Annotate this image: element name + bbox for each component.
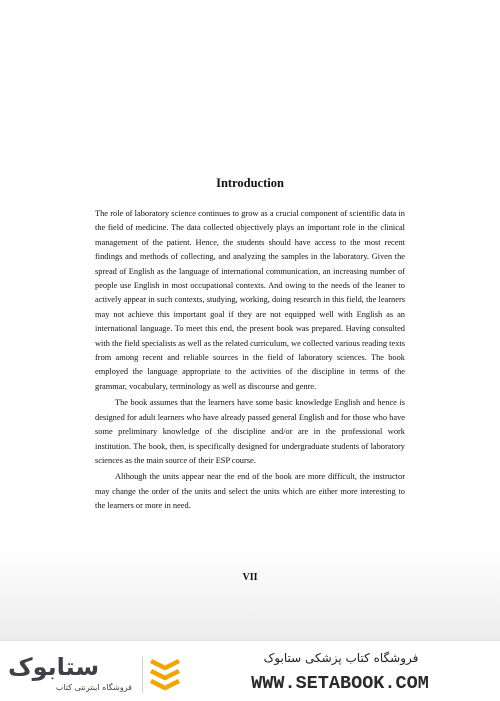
paragraph-2: The book assumes that the learners have some basic knowledge English and hence is designed for adult learners who have already passed general English and for those who have some preliminary knowledge of the discipline and/or are in the professional work institution. The book, then, is specifically designed for undergraduate students of laboratory sciences as the main source of their ESP course.: [95, 398, 405, 465]
logo-wordmark: ستابوک: [8, 654, 100, 681]
paragraph-1: The role of laboratory science continues to grow as a crucial component of scientific data in the field of medicine. The data collected objectively plays an important role in the clinical management of the patient. Hence, the students should have access to the most recent findings and methods of collecting, and analyzing the samples in the laboratory. Given the spread of English as the language of international communication, an increasing number of people use English in most occupational contexts. And owing to the needs of the leaner to actively appear in such contexts, studying, working, doing research in this field, the learners may not achieve this important goal if they are not equipped well with English as an international language. To meet this end, the present book was prepared. Having consulted with the field specialists as well as the related curriculum, we collected various reading texts from among recent and reliable sources in the field of laboratory sciences. The book employed the language appropriate to the activities of the discipline in terms of the grammar, vocabulary, terminology as well as discourse and genre.: [95, 209, 406, 391]
page-number: VII: [242, 572, 258, 583]
body-text: [95, 207, 405, 514]
url-suffix: .COM: [384, 673, 429, 694]
footer-divider: [142, 657, 143, 693]
url-domain: SETABOOK: [295, 673, 385, 694]
logo-subtitle: فروشگاه اینترنتی کتاب: [55, 683, 132, 692]
url-prefix: WWW.: [251, 673, 296, 694]
book-stack-icon: [148, 655, 182, 695]
store-name: فروشگاه کتاب پزشکی ستابوک: [263, 651, 419, 665]
store-footer-banner: [0, 640, 500, 701]
store-url[interactable]: [192, 673, 488, 694]
page-title: Introduction: [216, 176, 284, 190]
paragraph-3: Although the units appear near the end of the book are more difficult, the instructor may change the order of the units and select the units which are either more interesting to the learners or more in need.: [95, 472, 405, 511]
store-logo[interactable]: [8, 655, 138, 695]
